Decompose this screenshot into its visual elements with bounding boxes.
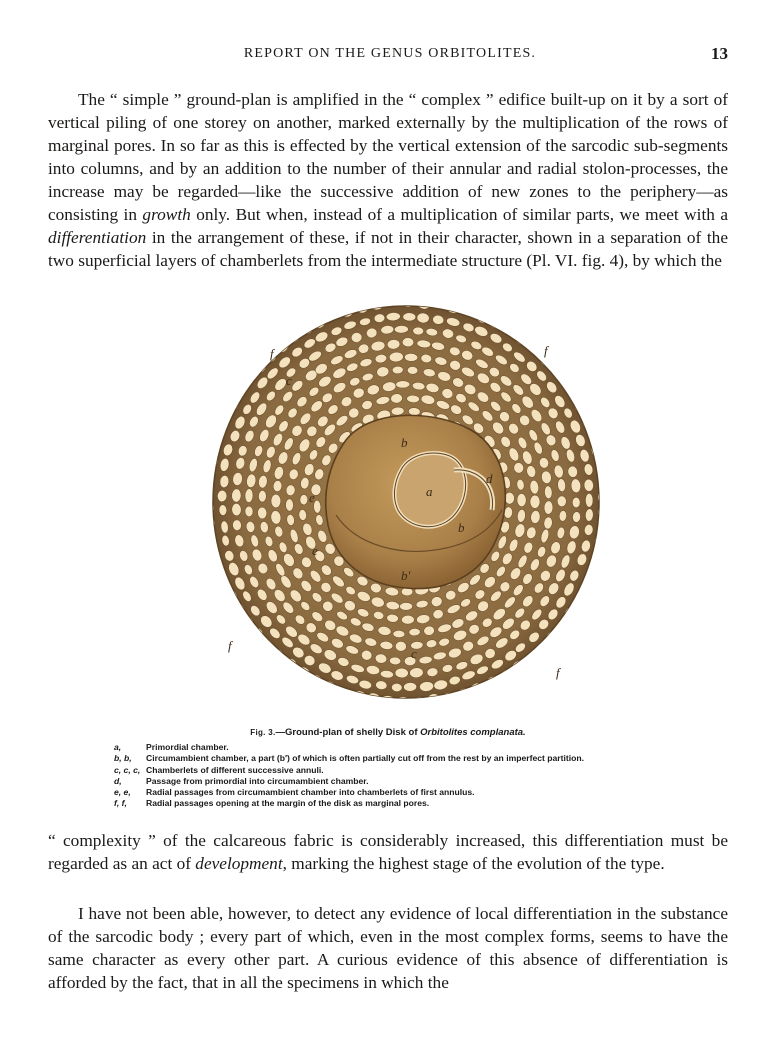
legend-row xyxy=(114,765,714,776)
chamberlet xyxy=(396,381,410,388)
figure-letter-c-lower: c xyxy=(411,646,417,661)
paragraph-2-text-a: “ complexity ” of the calcareous fabric is considerably increased, this differentiation must be regarded as an act of xyxy=(48,831,728,873)
chamberlet xyxy=(557,496,566,507)
chamberlet xyxy=(585,493,593,507)
figure-letter-f-top-right: f xyxy=(544,343,548,358)
figure-letter-d: d xyxy=(486,471,493,486)
chamberlet xyxy=(285,499,293,511)
chamberlet xyxy=(205,470,214,484)
legend-key: a, xyxy=(114,742,122,752)
figure-letter-e-left: e xyxy=(309,490,315,505)
page-number: 13 xyxy=(711,44,728,63)
chamberlet xyxy=(530,495,540,508)
chamberlet xyxy=(219,505,227,516)
paragraph-2 xyxy=(48,829,728,875)
figure-letter-f-top-left: f xyxy=(270,346,274,361)
legend-description: Passage from primordial into circumambient chamber. xyxy=(146,775,369,786)
running-head xyxy=(48,46,732,68)
chamberlet xyxy=(403,313,416,321)
emphasis-development: development xyxy=(195,854,283,873)
figure-letter-b-right: b xyxy=(458,520,465,535)
chamberlet xyxy=(204,501,214,515)
chamberlet xyxy=(395,668,408,678)
legend-key: c, c, c, xyxy=(114,764,141,775)
legend-key: e, e, xyxy=(114,787,131,798)
figure-letter-f-bottom-right: f xyxy=(556,665,560,680)
figure-caption xyxy=(0,727,776,738)
chamberlet xyxy=(404,353,417,361)
legend-key: f, f, xyxy=(114,798,127,809)
figure-species-name: Orbitolites complanata. xyxy=(420,727,526,738)
figure-letter-a: a xyxy=(426,484,433,499)
legend-row xyxy=(114,787,714,798)
chamberlet xyxy=(598,474,608,488)
chamberlet xyxy=(598,521,607,533)
legend-row xyxy=(114,776,714,787)
legend-key: b, b, xyxy=(114,753,132,764)
legend-description: Radial passages opening at the margin of the disk as marginal pores. xyxy=(146,798,430,809)
legend-description: Circumambient chamber, a part (b′) of which is often partially cut off from the rest by an imperfect partition. xyxy=(146,753,585,764)
chamberlet xyxy=(395,641,406,651)
chamberlet xyxy=(401,615,414,624)
emphasis-growth: growth xyxy=(142,205,191,224)
chamberlet xyxy=(386,300,400,306)
legend-description: Primordial chamber. xyxy=(146,742,229,752)
disk-illustration xyxy=(196,300,616,710)
chamberlet xyxy=(258,490,266,502)
figure-number: Fig. 3. xyxy=(250,728,276,737)
legend-description: Radial passages from circumambient chamber into chamberlets of first annulus. xyxy=(146,787,475,798)
figure-orbitolites-disk xyxy=(196,300,616,710)
paragraph-1-text-a: The “ simple ” ground-plan is amplified in the “ complex ” edifice built-up on it by a sort of vertical piling of one storey on another, marked externally by the multiplication of the rows of marginal pores. In so far as this is effected by the vertical extension of the sarcodic sub-segments into columns, and by an addition to the number of their annular and radial stolon-processes, the increase may be regarded—like the successive addition of new zones to the periphery—as consisting in xyxy=(48,90,728,224)
paragraph-1-text-b: only. But when, instead of a multiplication of similar parts, we meet with a xyxy=(190,205,728,224)
figure-letter-c-upper: c xyxy=(286,373,292,388)
paragraph-2-text-b: , marking the highest stage of the evolution of the type. xyxy=(282,854,665,873)
figure-letter-e-lower: e xyxy=(312,543,318,558)
chamberlet xyxy=(203,487,213,498)
chamberlet xyxy=(544,501,553,515)
chamberlet xyxy=(596,460,607,472)
paragraph-1-text-c: in the arrangement of these, if not in their character, shown in a separation of the two superficial layers of chamberlets from the intermediate structure (Pl. VI. fig. 4), by which the xyxy=(48,228,728,270)
chamberlet xyxy=(271,494,281,507)
figure-letter-b-upper: b xyxy=(401,435,408,450)
chamberlet xyxy=(400,602,413,610)
chamberlet xyxy=(402,337,414,346)
legend-row xyxy=(114,742,714,753)
paragraph-3: I have not been able, however, to detect any evidence of local differentiation in the substance of the sarcodic body ; every part of which, even in the most complex forms, seems to have the same character as every other part. A curious evidence of this absence of differentiation is afforded by the fact, that in all the specimens in which the xyxy=(48,904,728,992)
legend-key: d, xyxy=(114,775,122,786)
paragraph-1 xyxy=(48,88,728,272)
running-title: REPORT ON THE GENUS ORBITOLITES. xyxy=(243,46,537,61)
chamberlet xyxy=(300,494,308,505)
figure-letter-f-bottom-left: f xyxy=(228,638,232,653)
legend-row xyxy=(114,753,714,764)
chamberlet xyxy=(217,490,227,502)
figure-caption-text: —Ground-plan of shelly Disk of xyxy=(275,727,421,738)
chamberlet xyxy=(403,682,416,691)
figure-letter-b-prime: b′ xyxy=(401,568,411,583)
legend-description: Chamberlets of different successive annuli. xyxy=(146,764,324,775)
emphasis-differentiation: differentiation xyxy=(48,228,147,247)
chamberlet xyxy=(517,493,526,506)
chamberlet xyxy=(572,497,580,508)
legend-row xyxy=(114,798,714,809)
chamberlet xyxy=(394,325,408,333)
chamberlet xyxy=(205,532,216,545)
figure-legend xyxy=(114,742,714,810)
